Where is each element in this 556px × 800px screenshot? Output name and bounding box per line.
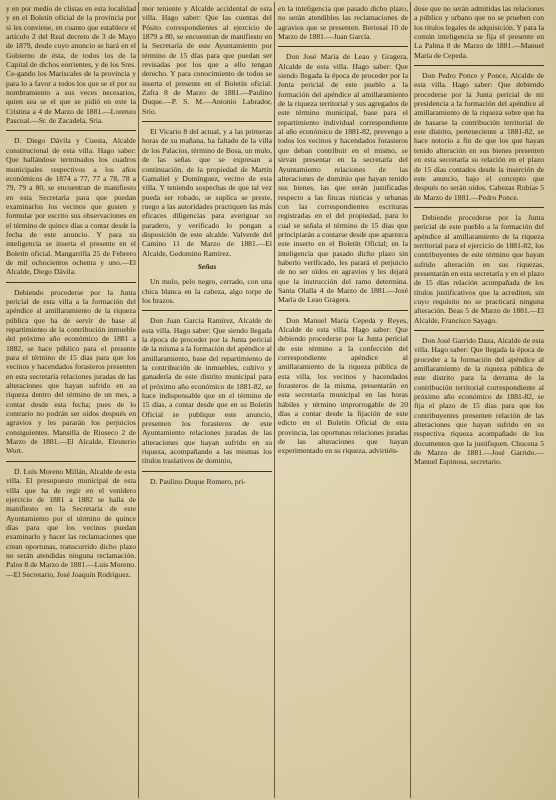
notice-text: Debiendo procederse por la Junta pericial de este pueblo a la formación del apéndice al amillaramiento de la riqueza territorial para el ejercicio de 1881-82, los contribuyentes de este término que hayan sufrido alteración en sus riquezas, presentarán en esta secretaría y en el plazo de 15 días relación acompañada de los títulos justificativos que la acrediten, sin cuyo requisito no se practicará ninguna alteración. Beas 5 de Marzo de 1881.—El Alcalde, Francisco Sayago. — [414, 212, 544, 325]
column-rule — [274, 2, 275, 798]
column-rule — [410, 2, 411, 798]
notice-text: El Vicario 8 del actual, y a las primeras horas de su mañana, ha faltado de la villa de los Palacios, término de Bosa, un mulo, de las señas que se expresan a continuación, de la propiedad de Martín Gamaliel y Domínguez, vecino de esta villa. Y teniendo sospechas de que tal vez pueda ser robado, se suplica se preste, ruego a las autoridades practiquen las más eficaces diligencias para averiguar su paradero, y verificado lo pongan a disposición de este alcalde. Valverde del Camino 11 de Marzo de 1881.—El Alcalde, Gedomino Ramírez. — [142, 127, 272, 258]
divider — [6, 461, 136, 462]
notice-text: D. Luis Moreno Millán, Alcalde de esta villa. El presupuesto municipal de esta villa que ha de regir en el venidero ejercicio de 1881 a 1882 se halla de manifiesto en la Secretaría de este Ayuntamiento por el término de quince días para que los vecinos puedan examinarlo y hacer las reclamaciones que crean oportunas, transcurrido dicho plazo no serán atendidas ninguna reclamación. Palos 8 de Marzo de 1881.—Luis Moreno.—El Secretario, José Joaquín Rodríguez. — [6, 466, 136, 579]
notice-text: Debiendo procederse por la Junta pericial de esta villa a la formación del apéndice al amillaramiento de la riqueza pública que ha de servir de base al repartimiento de la contribución inmueble del próximo año económico de 1881 a 1882, se hace público para el presente para el término de 15 días para que los vecinos y hacendados forasteros presenten en esta secretaría relaciones juradas de las alteraciones que hayan sufrido en su riqueza dentro del término de un mes, a contar desde esta fecha; pues de lo contrario no podrán ser oídos después en agravios y les pararán los perjuicios consiguientes. Mansilla de Rioseco 2 de Marzo de 1881.—El Alcalde, Eleuterio Wort. — [6, 287, 136, 456]
section-heading: Señas — [197, 261, 217, 271]
notice-text: dose que no serán admitidas las relaciones a público y urbano que no se prueben con los títulos legales de adquisición. Y para la común inteligencia se fija el presente en La Palma 8 de Marzo de 1881.—Manuel María de Cepeda. — [414, 4, 544, 60]
column-2 — [142, 4, 272, 798]
notice-text: Don Pedro Ponce y Ponce, Alcalde de esta villa. Hago saber: Que debiendo procederse por la Junta pericial de mi presidencia a la formación del apéndice al amillaramiento de la riqueza sobre que ha de basarse la contribución territorial de este distrito, perteneciente a 1881-82, se hace notorio a fin de que los que hayan tenido alteración en sus bienes presenten en esta secretaría su relación en el plazo de 15 días contados desde la inserción de este anuncio, bajo el concepto que después no serán oídos. Cabezas Rubias 5 de Marzo de 1881.—Pedro Ponce. — [414, 71, 544, 202]
notice-text: Don Manuel María Cepeda y Reyes, Alcalde de esta villa. Hago saber: Que debiendo procederse por la Junta pericial de este término a la confección del correspondiente apéndice al amillaramiento de la riqueza pública de esta villa, los vecinos y hacendados forasteros de la misma, presentarán en esta secretaría municipal en las horas hábiles y término improrrogable de 20 días a contar desde la fijación de este edicto en el Boletín Oficial de esta provincia, las oportunas relaciones juradas de las alteraciones que hayan experimentado en su riqueza, advirtién- — [278, 315, 408, 456]
divider — [414, 207, 544, 208]
notice-text: Don Juan García Ramírez, Alcalde de esta villa. Hago saber: Que siendo llegada la época de proceder por la Junta pericial de la misma a la formación del apéndice al amillaramiento, base del repartimiento de la contribución de inmuebles, cultivo y ganadería de este distrito municipal para el próximo año económico de 1881-82, se hace indispensable que en el término de 15 días, a contar desde que en su Boletín Oficial se publique este anuncio, presenten los forasteros de este Ayuntamiento relaciones juradas de las alteraciones que hayan sufrido en su riqueza, acompañando a las mismas los títulos traslativos de dominio, — [142, 316, 272, 466]
divider — [142, 121, 272, 122]
column-rule — [138, 2, 139, 798]
notice-text: Don José María de Leao y Gragera, Alcalde de esta villa. Hago saber: Que siendo llegada la época de proceder por la Junta pericial de este pueblo a la formación del apéndice al amillaramiento de la riqueza territorial y sus agregados de este término municipal, base para el repartimiento individual correspondiente al año económico de 1881-82, prevengo a todos los vecinos y hacendados forasteros que deban contribuir en el mismo, se sirvan presentar en la secretaría del Ayuntamiento relaciones de las alteraciones de dominio que hayan tenido sus bienes, las que serán justificadas respecto a las fincas rústicas y urbanas con las correspondientes escrituras registradas en el del propiedad, para lo cual se señala el término de 15 días que principiarán a contarse desde que aparezca este inserto en el Boletín Oficial; en la inteligencia que pasado dicho plazo sin haberlo verificado, les parará el perjuicio de no ser oídos en agravios y les dejará que la instrucción del ramo determina. Santa Olalla 4 de Marzo de 1881.—José María de Leao Gragera. — [278, 52, 408, 305]
divider — [278, 310, 408, 311]
divider — [6, 282, 136, 283]
notice-text: en la inteligencia que pasado dicho plazo, no serán atendibles las reclamaciones de agravios que se presenten. Beriosal 10 de Marzo de 1881.—Juan García. — [278, 4, 408, 42]
divider — [142, 310, 272, 311]
notice-text: Un mulo, pelo negro, cerrado, con una chica blanca en la cabeza, algo torpe de los brazos. — [142, 277, 272, 305]
column-1 — [6, 4, 136, 798]
notice-text: D. Paulino Duque Romero, pri- — [150, 476, 246, 486]
divider — [278, 46, 408, 47]
divider — [414, 65, 544, 66]
notice-text: mor teniente y Alcalde accidental de esta villa. Hago saber: Que las cuentas del Pósito correspondientes al ejercicio de 1879 a 80, se encuentran de manifiesto en la Secretaría de este Ayuntamiento por término de 15 días para que puedan ser revisadas por los que a ello tengan derecho. Y para conocimiento de todos se inserta el presente en el Boletín oficial. Zafra 8 de Marzo de 1881.—Paulino Duque.—P. S. M.—Antonio Labrador, Srio. — [142, 4, 272, 116]
divider — [142, 471, 272, 472]
notice-text: Don José Garrido Daza, Alcalde de esta villa. Hago saber: Que llegada la época de proceder a la formación del apéndice al amillaramiento de la riqueza pública de este distrito para la derrama de la contribución territorial correspondiente al próximo año económico de 1881-82, se fija el plazo de 15 días para que los contribuyentes presenten relación de las alteraciones que hayan sufrido en su respectiva riqueza acompañado de los documentos que la justifiquen. Chucena 5 de Marzo de 1881.—José Garrido.—Manuel Espinosa, secretario. — [414, 336, 544, 467]
notice-text: y en por medio de clistas en esta localidad y en el Boletín oficial de la provincia por si les conviene, en cuanto que establece el artículo 2 del Real decreto de 3 de Mayo de 1879, desde cuyo anuncio se hará en el Gobierno de ésta, de todos los de la Capital de dichos eorrientes, y de los Sres. Ce-gando los Mariscales de la provincia y para lo a favor a todos los que se el por su nombramiento a sus veces necesarios, quien sea se el que se pidió en este la Cristina a 4 de Marzo de 1881.—Lorenzo Pascual.—Sr. de Zacadela, Sria. — [6, 4, 136, 126]
divider — [6, 130, 136, 131]
notice-text: D. Diego Dávila y Cuesta, Alcalde constitucional de esta villa. Hago saber: Que hallándose terminados los cuadros municipales respectivos a los años económicos de 1874 a 77, 77 a 78, 78 a 79, 79 a 80, se encuentran de manifiesto en esta Secretaría para que puedan examinarlos los vecinos que gusten y formular por escrito sus observaciones en el término de quince días a contar desde la fecha de este anuncio. Y para su inteligencia se inserta el presente en el Boletín oficial. Mangarrilla 25 de Febrero de mil ochocientos ochenta y uno.—El Alcalde, Diego Dávila. — [6, 136, 136, 277]
column-4 — [414, 4, 544, 798]
column-3 — [278, 4, 408, 798]
divider — [414, 330, 544, 331]
